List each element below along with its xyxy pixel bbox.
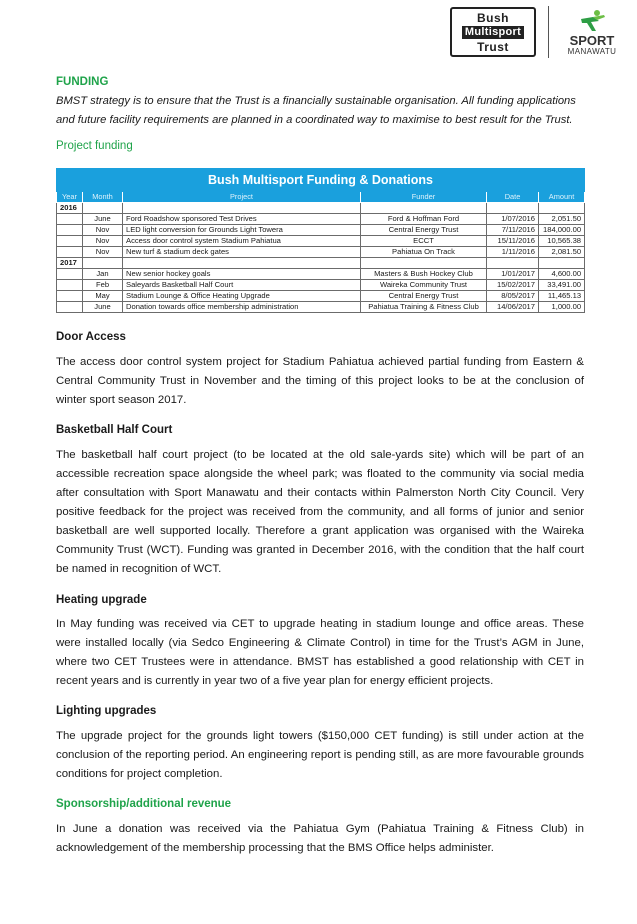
- amount-cell: 1,000.00: [539, 302, 585, 313]
- basketball-section: [56, 424, 584, 579]
- month-cell: Nov: [83, 236, 123, 247]
- col-header-funder: Funder: [361, 192, 487, 203]
- table-row: [57, 236, 585, 247]
- amount-cell: 184,000.00: [539, 225, 585, 236]
- date-cell: 15/02/2017: [487, 280, 539, 291]
- table-title: Bush Multisport Funding & Donations: [57, 169, 585, 192]
- month-cell: June: [83, 214, 123, 225]
- project-cell: Donation towards office membership administration: [123, 302, 361, 313]
- date-cell: 1/01/2017: [487, 269, 539, 280]
- bmst-logo-line-2: Multisport: [462, 26, 524, 39]
- logo-divider: [548, 6, 549, 58]
- month-cell: Jan: [83, 269, 123, 280]
- table-header-row: [57, 192, 585, 203]
- month-cell: Nov: [83, 225, 123, 236]
- year-cell: 2017: [57, 258, 83, 269]
- year-cell: 2016: [57, 203, 83, 214]
- sport-manawatu-logo: [561, 9, 623, 56]
- table-row: [57, 225, 585, 236]
- col-header-date: Date: [487, 192, 539, 203]
- heating-section: [56, 594, 584, 691]
- table-row: [57, 302, 585, 313]
- lighting-text: The upgrade project for the grounds light towers ($150,000 CET funding) is still under action at the conclusion of the reporting period. An engineering report is pending still, as are more favourable grounds conditions for project completion.: [56, 730, 584, 780]
- project-cell: New senior hockey goals: [123, 269, 361, 280]
- col-header-amount: Amount: [539, 192, 585, 203]
- sport-logo-line-1: SPORT: [569, 32, 615, 48]
- table-row: [57, 280, 585, 291]
- sport-logo-line-2: MANAWATU: [567, 46, 617, 56]
- date-cell: 15/11/2016: [487, 236, 539, 247]
- year-row: [57, 258, 585, 269]
- funder-cell: Pahiatua Training & Fitness Club: [361, 302, 487, 313]
- date-cell: 1/11/2016: [487, 247, 539, 258]
- col-header-project: Project: [123, 192, 361, 203]
- heating-heading: Heating upgrade: [56, 594, 147, 606]
- table-row: [57, 269, 585, 280]
- basketball-heading: Basketball Half Court: [56, 424, 173, 436]
- month-cell: Nov: [83, 247, 123, 258]
- project-cell: Ford Roadshow sponsored Test Drives: [123, 214, 361, 225]
- project-cell: Saleyards Basketball Half Court: [123, 280, 361, 291]
- basketball-text: The basketball half court project (to be located at the old sale-yards site) which will be part of an accessible recreation space alongside the wheel park; was floated to the community via social media after consultation with Sport Manawatu and their contacts within Palmerston North City Council. Very positive feedback for the project was received from the community, and all forms of junior and senior basketball are well supported locally. Therefore a grant application was organised with the Waireka Community Trust (WCT). Funding was granted in December 2016, with the condition that the half court be named in recognition of WCT.: [56, 449, 584, 575]
- date-cell: 1/07/2016: [487, 214, 539, 225]
- funder-cell: Masters & Bush Hockey Club: [361, 269, 487, 280]
- page-header: [450, 4, 623, 60]
- sport-figure-icon: [577, 9, 607, 33]
- page-content: [56, 76, 584, 858]
- funder-cell: Central Energy Trust: [361, 225, 487, 236]
- table-row: [57, 291, 585, 302]
- funding-heading: FUNDING: [56, 76, 109, 88]
- col-header-month: Month: [83, 192, 123, 203]
- heating-text: In May funding was received via CET to upgrade heating in stadium lounge and office areas. These were installed locally (via Sedco Engineering & Climate Control) in time for the Trust’s AGM in June, where two CET Trustees were in attendance. BMST has established a good relationship with CET in recent years and is currently in year two of a five year plan for energy efficient projects.: [56, 618, 584, 687]
- sponsorship-heading: Sponsorship/additional revenue: [56, 798, 232, 810]
- amount-cell: 4,600.00: [539, 269, 585, 280]
- sponsorship-section: [56, 798, 584, 858]
- amount-cell: 2,081.50: [539, 247, 585, 258]
- date-cell: 8/05/2017: [487, 291, 539, 302]
- table-row: [57, 247, 585, 258]
- project-cell: New turf & stadium deck gates: [123, 247, 361, 258]
- door-access-section: [56, 331, 584, 410]
- lighting-heading: Lighting upgrades: [56, 705, 157, 717]
- year-row: [57, 203, 585, 214]
- project-cell: LED light conversion for Grounds Light Towera: [123, 225, 361, 236]
- project-cell: Access door control system Stadium Pahiatua: [123, 236, 361, 247]
- bmst-logo-line-1: Bush: [477, 10, 509, 25]
- amount-cell: 10,565.38: [539, 236, 585, 247]
- project-cell: Stadium Lounge & Office Heating Upgrade: [123, 291, 361, 302]
- sponsorship-text: In June a donation was received via the Pahiatua Gym (Pahiatua Training & Fitness Club) in acknowledgement of the membership processing that the BMS Office helps administer.: [56, 823, 584, 854]
- door-access-text: The access door control system project for Stadium Pahiatua achieved partial funding from Eastern & Central Community Trust in November and the timing of this project looks to be at the conclusion of winter sport season 2017.: [56, 356, 584, 406]
- date-cell: 7/11/2016: [487, 225, 539, 236]
- table-row: [57, 214, 585, 225]
- lighting-section: [56, 705, 584, 784]
- amount-cell: 33,491.00: [539, 280, 585, 291]
- month-cell: June: [83, 302, 123, 313]
- month-cell: May: [83, 291, 123, 302]
- funder-cell: Central Energy Trust: [361, 291, 487, 302]
- month-cell: Feb: [83, 280, 123, 291]
- bmst-logo: [450, 7, 536, 57]
- col-header-year: Year: [57, 192, 83, 203]
- bmst-logo-line-3: Trust: [477, 39, 509, 54]
- amount-cell: 2,051.50: [539, 214, 585, 225]
- funder-cell: ECCT: [361, 236, 487, 247]
- funder-cell: Ford & Hoffman Ford: [361, 214, 487, 225]
- funder-cell: Waireka Community Trust: [361, 280, 487, 291]
- funding-intro: BMST strategy is to ensure that the Trust is a financially sustainable organisation. All funding applications and future facility requirements are planned in a coordinated way to maximise to best result for the Trust.: [56, 95, 576, 126]
- amount-cell: 11,465.13: [539, 291, 585, 302]
- date-cell: 14/06/2017: [487, 302, 539, 313]
- funding-table: [56, 168, 585, 313]
- project-funding-label: Project funding: [56, 140, 133, 152]
- door-access-heading: Door Access: [56, 331, 126, 343]
- funder-cell: Pahiatua On Track: [361, 247, 487, 258]
